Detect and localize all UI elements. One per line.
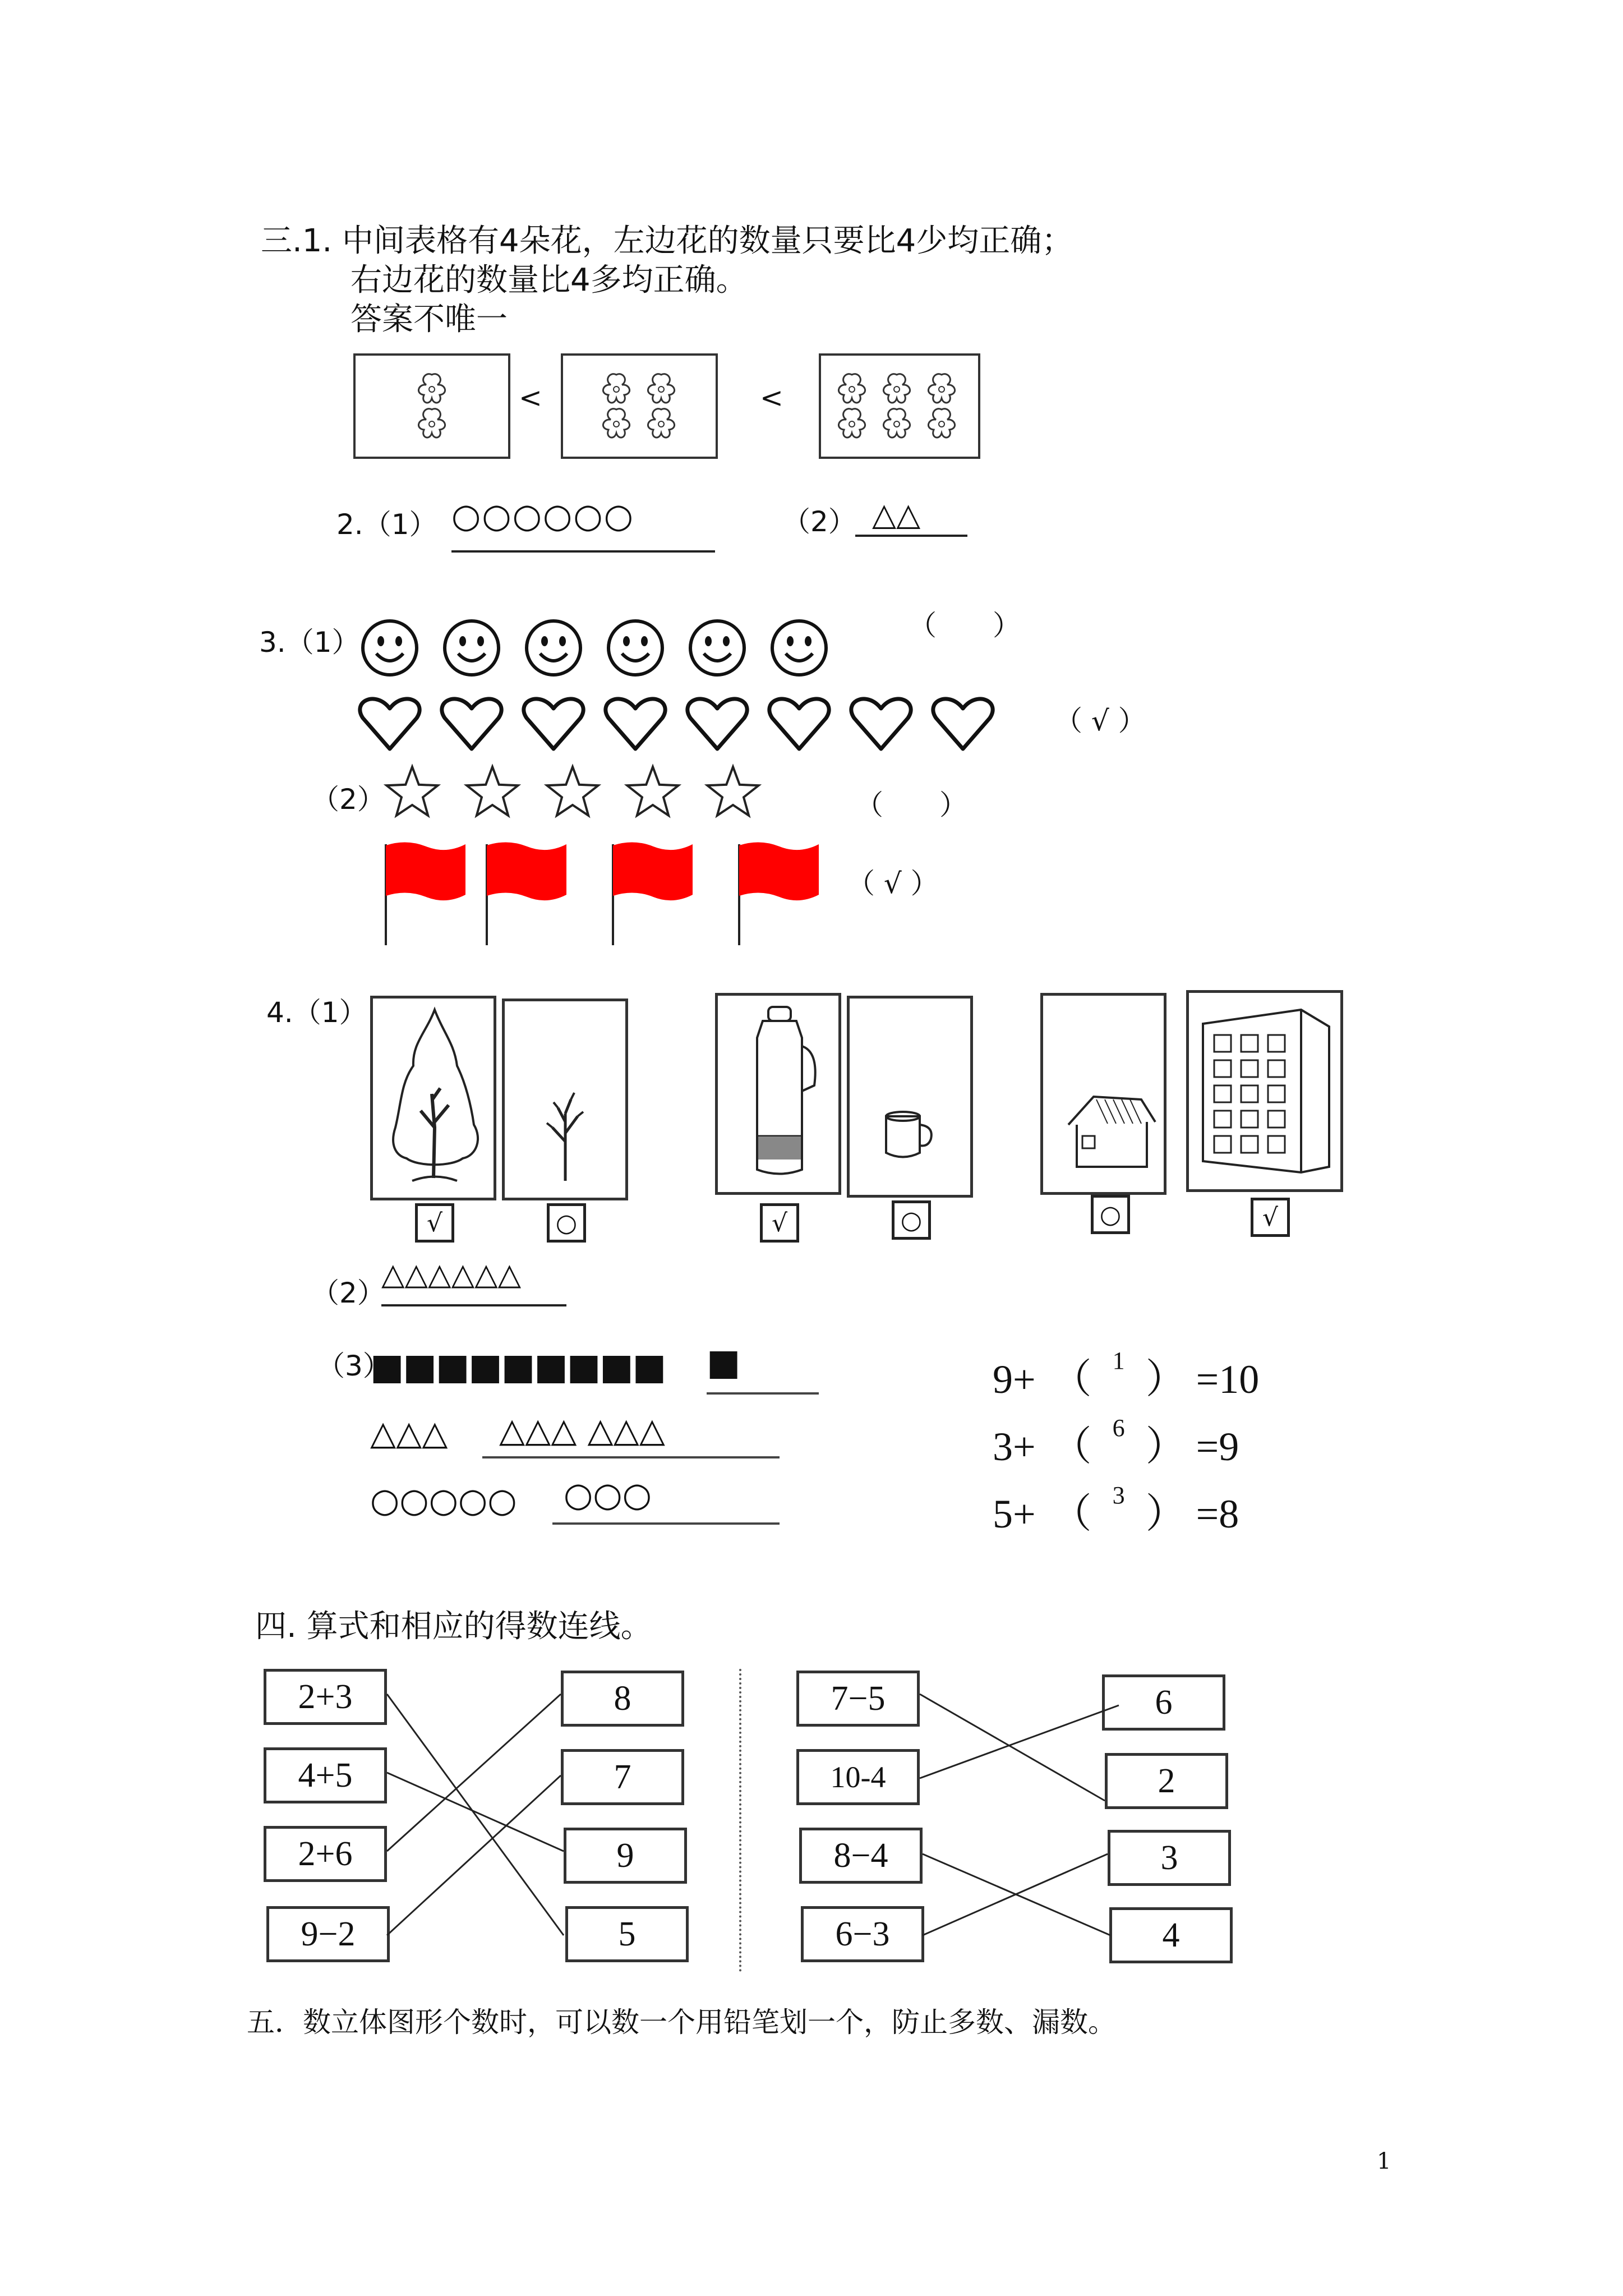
q3-2-label: （2） <box>311 783 385 816</box>
q2-answer-1: ○○○○○○ <box>451 496 715 553</box>
mark-box-6: √ <box>1251 1198 1290 1237</box>
q2-label-2: （2） <box>782 505 856 538</box>
q4-3-squares: ■■■■■■■■■ <box>370 1346 666 1388</box>
q4-label: 4.（1） <box>266 996 367 1029</box>
section4-title: 四. 算式和相应的得数连线。 <box>255 1608 652 1645</box>
compare-sign-1: < <box>519 381 542 414</box>
q2-label-1: 2.（1） <box>336 508 437 541</box>
left-result-3: 9 <box>564 1828 687 1884</box>
q3-paren-blank-2: （ ） <box>855 789 967 821</box>
q4-3-triangles: △△△ <box>370 1414 448 1453</box>
line-2+6-to-8 <box>387 1694 561 1851</box>
q4-2-answer: △△△△△△ <box>381 1257 566 1306</box>
mark-box-1: √ <box>415 1203 454 1243</box>
q1-line-1: 三.1. 中间表格有4朵花，左边花的数量只要比4少均正确； <box>261 223 1073 259</box>
eq3-close: ） <box>1145 1492 1186 1536</box>
eq2-left: 3+ <box>993 1424 1036 1469</box>
left-result-1: 8 <box>561 1671 684 1727</box>
q3-paren-checked: （ √ ） <box>1054 705 1146 737</box>
q3-label: 3.（1） <box>259 626 360 659</box>
eq3-open: （ <box>1051 1492 1092 1536</box>
q2-answer-2: △△ <box>855 496 967 537</box>
line-4+5-to-9 <box>387 1773 564 1851</box>
left-expr-1: 2+3 <box>264 1669 387 1725</box>
line-7-5-to-2 <box>920 1694 1105 1801</box>
right-expr-4: 6−3 <box>801 1906 924 1962</box>
left-expr-3: 2+6 <box>264 1826 387 1882</box>
right-expr-1: 7−5 <box>796 1671 920 1727</box>
eq1-answer: 1 <box>1112 1347 1125 1374</box>
right-result-2: 2 <box>1105 1753 1228 1809</box>
eq3-answer: 3 <box>1112 1481 1125 1509</box>
q1-line-2: 右边花的数量比4多均正确。 <box>351 262 748 298</box>
eq1-left: 9+ <box>993 1357 1036 1402</box>
left-result-4: 5 <box>565 1906 689 1962</box>
right-result-3: 3 <box>1108 1830 1231 1886</box>
eq3-right: =8 <box>1196 1492 1239 1536</box>
left-expr-4: 9−2 <box>266 1906 390 1962</box>
line-9-2-to-7 <box>387 1775 561 1935</box>
q4-3-circle-answer: ○○○ <box>552 1475 780 1525</box>
right-expr-3: 8−4 <box>799 1828 923 1884</box>
right-result-4: 4 <box>1109 1907 1233 1963</box>
line-2+3-to-5 <box>387 1694 564 1935</box>
q3-paren-checked-2: （ √ ） <box>847 867 939 900</box>
q4-3-square-answer: ■ <box>707 1342 819 1395</box>
q4-3-triangle-answer: △△△ △△△ <box>482 1411 780 1458</box>
eq2-open: （ <box>1051 1424 1092 1469</box>
mark-box-5: ○ <box>1091 1195 1130 1234</box>
compare-sign-2: < <box>760 381 783 414</box>
line-10-4-to-6 <box>920 1705 1119 1778</box>
eq1-open: （ <box>1051 1357 1092 1402</box>
q1-line-3: 答案不唯一 <box>351 301 508 338</box>
q4-2-label: （2） <box>311 1277 385 1309</box>
eq2-answer: 6 <box>1112 1414 1125 1442</box>
eq2-right: =9 <box>1196 1424 1239 1469</box>
q4-3-circles: ○○○○○ <box>370 1481 517 1520</box>
q3-paren-blank: （ ） <box>909 609 1021 642</box>
q4-3-label: （3） <box>317 1350 391 1382</box>
eq2-close: ） <box>1145 1424 1186 1469</box>
right-result-1: 6 <box>1102 1674 1225 1731</box>
left-result-2: 7 <box>561 1749 684 1805</box>
page-number: 1 <box>1377 2148 1391 2174</box>
eq1-right: =10 <box>1196 1357 1260 1402</box>
mark-box-3: √ <box>760 1203 799 1243</box>
eq3-left: 5+ <box>993 1492 1036 1536</box>
mark-box-2: ○ <box>547 1203 586 1243</box>
right-expr-2: 10-4 <box>796 1749 920 1805</box>
left-expr-2: 4+5 <box>264 1747 387 1803</box>
section5-text: 五．数立体图形个数时，可以数一个用铅笔划一个，防止多数、漏数。 <box>247 2006 1116 2039</box>
eq1-close: ） <box>1145 1357 1186 1402</box>
mark-box-4: ○ <box>892 1200 931 1240</box>
